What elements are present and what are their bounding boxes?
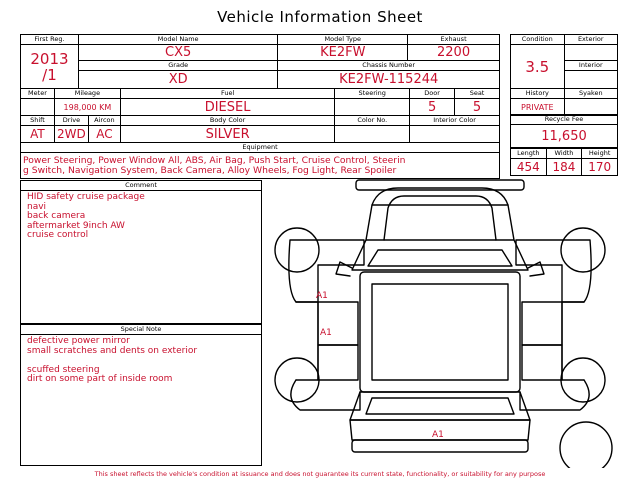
- steering-value: [335, 99, 410, 116]
- fuel-label: Fuel: [120, 89, 334, 99]
- model-name-value: CX5: [78, 45, 277, 61]
- first-reg-value: [21, 45, 79, 89]
- right-front-door: [522, 302, 562, 345]
- first-reg-year: 2013: [30, 49, 69, 68]
- damage-mark-rear-bumper: A1: [432, 430, 444, 440]
- color-no-value: [335, 126, 410, 143]
- chassis-number-value: KE2FW-115244: [278, 71, 500, 89]
- recycle-fee-value: 11,650: [511, 125, 618, 148]
- rear-hatch: [350, 392, 530, 420]
- history-label: History: [511, 89, 565, 99]
- height-value: 170: [582, 159, 618, 176]
- condition-table: [510, 34, 618, 89]
- interior-value: [564, 71, 617, 89]
- body-color-value: SILVER: [120, 126, 334, 143]
- special-note-label: Special Note: [21, 325, 261, 335]
- steering-label: Steering: [335, 89, 410, 99]
- door-value: 5: [410, 99, 455, 116]
- comment-line: aftermarket 9inch AW: [27, 220, 125, 231]
- front-left-wheel: [275, 228, 319, 272]
- first-reg-label: First Reg.: [21, 35, 79, 45]
- model-name-label: Model Name: [78, 35, 277, 45]
- special-note-line: defective power mirror: [27, 336, 130, 346]
- grade-label: Grade: [78, 61, 277, 71]
- special-note-line: scuffed steering: [27, 364, 100, 375]
- special-note-line: dirt on some part of inside room: [27, 374, 173, 384]
- comment-line: HID safety cruise package: [27, 192, 145, 202]
- grade-value: XD: [78, 71, 277, 89]
- roof-inner: [372, 284, 508, 380]
- mileage-label: Mileage: [54, 89, 120, 99]
- comment-box: [20, 180, 262, 324]
- special-note-line: small scratches and dents on exterior: [27, 345, 198, 356]
- color-no-label: Color No.: [335, 116, 410, 126]
- vehicle-identity-table: [20, 34, 500, 89]
- height-label: Height: [582, 149, 618, 159]
- front-right-wheel: [561, 228, 605, 272]
- roof: [360, 272, 520, 392]
- left-rear-quarter: [291, 380, 360, 410]
- left-rear-door: [318, 345, 358, 380]
- shift-label: Shift: [21, 116, 55, 126]
- mileage-value: 198,000 KM: [54, 99, 120, 116]
- damage-mark-left-door: A1: [320, 328, 332, 338]
- comment-line: cruise control: [27, 230, 89, 240]
- interior-label: Interior: [564, 61, 617, 71]
- right-rear-door: [522, 345, 562, 380]
- condition-label: Condition: [511, 35, 565, 45]
- seat-value: 5: [455, 99, 500, 116]
- left-side-panel: [296, 302, 318, 380]
- width-value: 184: [546, 159, 582, 176]
- model-type-label: Model Type: [278, 35, 408, 45]
- right-side-panel: [562, 302, 584, 380]
- length-label: Length: [511, 149, 547, 159]
- comment-label: Comment: [21, 181, 261, 191]
- drive-value: 2WD: [54, 126, 88, 143]
- shift-value: AT: [21, 126, 55, 143]
- length-value: 454: [511, 159, 547, 176]
- seat-label: Seat: [455, 89, 500, 99]
- equipment-value: [21, 153, 500, 179]
- chassis-number-label: Chassis Number: [278, 61, 500, 71]
- exterior-value: [564, 45, 617, 61]
- exhaust-value: 2200: [408, 45, 500, 61]
- door-label: Door: [410, 89, 455, 99]
- dimensions-table: [510, 148, 618, 176]
- windshield-inner: [368, 250, 512, 266]
- condition-value: 3.5: [511, 45, 565, 89]
- equipment-label: Equipment: [21, 143, 500, 153]
- car-damage-diagram: [264, 178, 626, 468]
- syaken-label: Syaken: [564, 89, 617, 99]
- disclaimer: This sheet reflects the vehicle's condition at issuance and does not guarantee its current state, functionality, or suitability for any purpose: [94, 470, 546, 478]
- spare-tire: [560, 422, 612, 468]
- page-title: Vehicle Information Sheet: [217, 8, 423, 26]
- hood-inner: [384, 196, 496, 240]
- drive-label: Drive: [54, 116, 88, 126]
- left-mirror: [336, 262, 352, 276]
- recycle-fee-table: [510, 114, 618, 148]
- exterior-label: Exterior: [564, 35, 617, 45]
- aircon-label: Aircon: [88, 116, 120, 126]
- damage-mark-front-left: A1: [316, 291, 328, 301]
- comment-line: back camera: [27, 211, 86, 221]
- history-value: PRIVATE: [511, 99, 565, 116]
- interior-color-value: [410, 126, 500, 143]
- meter-label: Meter: [21, 89, 55, 99]
- fuel-value: DIESEL: [120, 99, 334, 116]
- comment-line: navi: [27, 201, 47, 212]
- rear-bumper: [352, 440, 528, 452]
- model-type-value: KE2FW: [278, 45, 408, 61]
- special-note-body: [21, 335, 261, 385]
- special-note-box: [20, 324, 262, 466]
- vehicle-spec-table: [20, 88, 500, 179]
- equipment-line-2: g Switch, Navigation System, Back Camera, Alloy Wheels, Fog Light, Rear Spoiler: [23, 164, 397, 176]
- rear-window: [366, 398, 514, 414]
- interior-color-label: Interior Color: [410, 116, 500, 126]
- width-label: Width: [546, 149, 582, 159]
- exhaust-label: Exhaust: [408, 35, 500, 45]
- recycle-fee-label: Recycle Fee: [511, 115, 618, 125]
- syaken-value: [564, 99, 617, 116]
- first-reg-month: /1: [42, 65, 57, 84]
- equipment-line-1: Power Steering, Power Window All, ABS, Air Bag, Push Start, Cruise Control, Steerin: [23, 154, 406, 166]
- right-front-fender: [516, 240, 591, 302]
- right-rear-quarter: [520, 380, 589, 410]
- comment-body: [21, 191, 261, 241]
- aircon-value: AC: [88, 126, 120, 143]
- meter-value: [21, 99, 55, 116]
- right-mirror: [528, 262, 544, 276]
- left-front-door: [318, 302, 358, 345]
- body-color-label: Body Color: [120, 116, 334, 126]
- history-table: [510, 88, 618, 116]
